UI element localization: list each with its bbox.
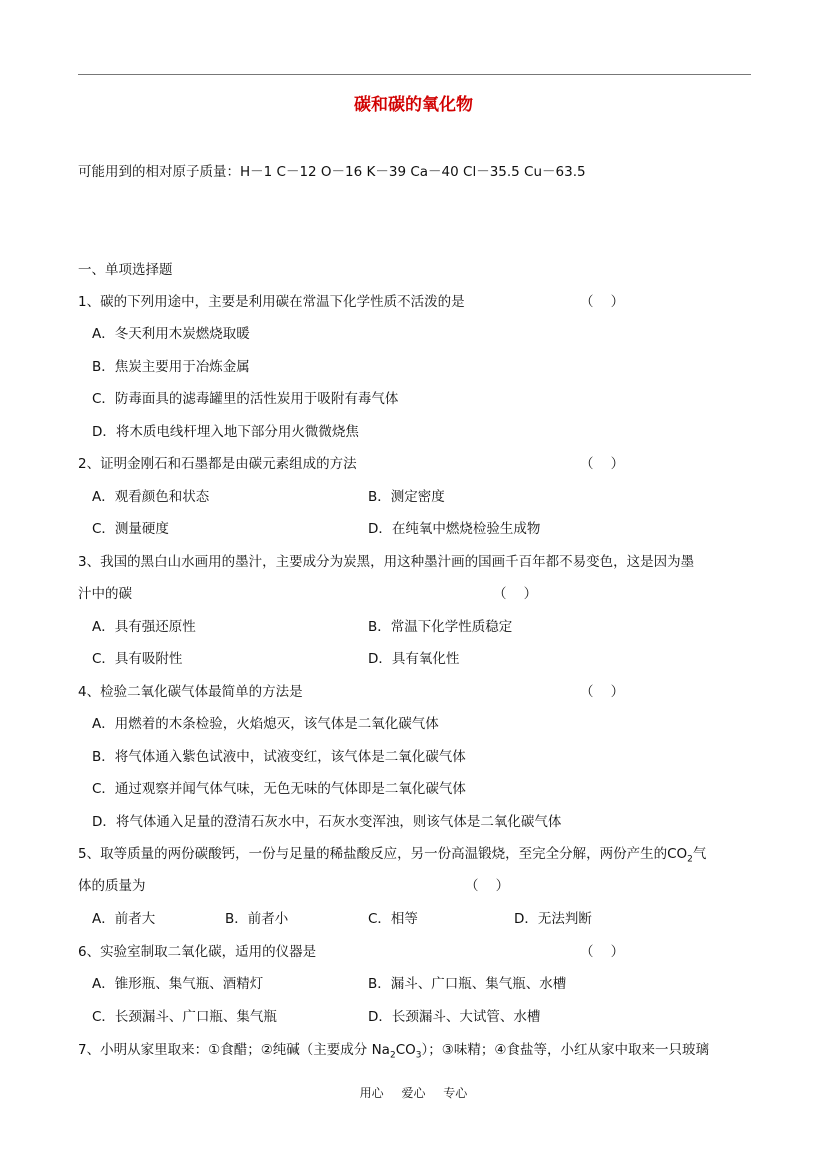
question-4-stem: 4、检验二氧化碳气体最简单的方法是 [78, 684, 303, 700]
question-4-option-d: D．将气体通入足量的澄清石灰水中，石灰水变浑浊，则该气体是二氧化碳气体 [92, 814, 562, 830]
question-2-option-b: B．测定密度 [368, 489, 445, 505]
question-2-answer-blank: （ ） [580, 456, 625, 472]
question-4-option-c: C．通过观察并闻气体气味，无色无味的气体即是二氧化碳气体 [92, 781, 466, 797]
question-4-answer-blank: （ ） [580, 684, 625, 700]
question-1-option-a: A．冬天利用木炭燃烧取暖 [92, 326, 250, 342]
question-1-option-b: B．焦炭主要用于冶炼金属 [92, 359, 250, 375]
question-5-stem: 5、取等质量的两份碳酸钙，一份与足量的稀盐酸反应，另一份高温锻烧，至完全分解，两份产生的$CO_2$气 [78, 846, 707, 865]
question-5-option-a: A．前者大 [92, 911, 156, 927]
question-4-option-b: B．将气体通入紫色试液中，试液变红，该气体是二氧化碳气体 [92, 749, 466, 765]
question-6-option-b: B．漏斗、广口瓶、集气瓶、水槽 [368, 976, 567, 992]
section-heading: 一、单项选择题 [78, 262, 173, 278]
question-6-option-d: D．长颈漏斗、大试管、水槽 [368, 1009, 541, 1025]
question-3-option-b: B．常温下化学性质稳定 [368, 619, 513, 635]
question-3-answer-blank: （ ） [493, 586, 538, 602]
question-3-option-c: C．具有吸附性 [92, 651, 183, 667]
question-3-stem-cont: 汁中的碳 [78, 586, 132, 602]
question-1-option-c: C．防毒面具的滤毒罐里的活性炭用于吸附有毒气体 [92, 391, 399, 407]
question-5-option-b: B．前者小 [225, 911, 289, 927]
question-6-option-c: C．长颈漏斗、广口瓶、集气瓶 [92, 1009, 277, 1025]
question-4-option-a: A．用燃着的木条检验，火焰熄灭，该气体是二氧化碳气体 [92, 716, 439, 732]
header-rule [78, 74, 751, 75]
question-5-option-d: D．无法判断 [514, 911, 592, 927]
atomic-masses-line: 可能用到的相对原子质量：H－1 C－12 O－16 K－39 Ca－40 Cl－35.5 Cu－63.5 [78, 164, 586, 180]
question-5-stem-cont: 体的质量为 [78, 878, 146, 894]
question-5-option-c: C．相等 [368, 911, 418, 927]
question-6-answer-blank: （ ） [580, 944, 625, 960]
question-3-option-a: A．具有强还原性 [92, 619, 196, 635]
question-1-option-d: D．将木质电线杆埋入地下部分用火微微烧焦 [92, 424, 359, 440]
question-6-stem: 6、实验室制取二氧化碳，适用的仪器是 [78, 944, 317, 960]
question-2-stem: 2、证明金刚石和石墨都是由碳元素组成的方法 [78, 456, 357, 472]
question-6-option-a: A．锥形瓶、集气瓶、酒精灯 [92, 976, 264, 992]
question-2-option-c: C．测量硬度 [92, 521, 169, 537]
question-1-answer-blank: （ ） [580, 294, 625, 310]
question-5-answer-blank: （ ） [465, 878, 510, 894]
question-7-stem: 7、小明从家里取来：①食醋；②纯碱（主要成分 $Na_2CO_3$）；③味精；④食盐等，小红从家中取来一只玻璃 [78, 1042, 709, 1061]
question-2-option-a: A．观看颜色和状态 [92, 489, 210, 505]
page-title: 碳和碳的氧化物 [354, 95, 473, 115]
question-3-option-d: D．具有氧化性 [368, 651, 460, 667]
page-footer: 用心 爱心 专心 [359, 1086, 468, 1100]
question-1-stem: 1、碳的下列用途中，主要是利用碳在常温下化学性质不活泼的是 [78, 294, 465, 310]
question-3-stem: 3、我国的黑白山水画用的墨汁，主要成分为炭黑，用这种墨汁画的国画千百年都不易变色，这是因为墨 [78, 554, 695, 570]
question-2-option-d: D．在纯氧中燃烧检验生成物 [368, 521, 541, 537]
